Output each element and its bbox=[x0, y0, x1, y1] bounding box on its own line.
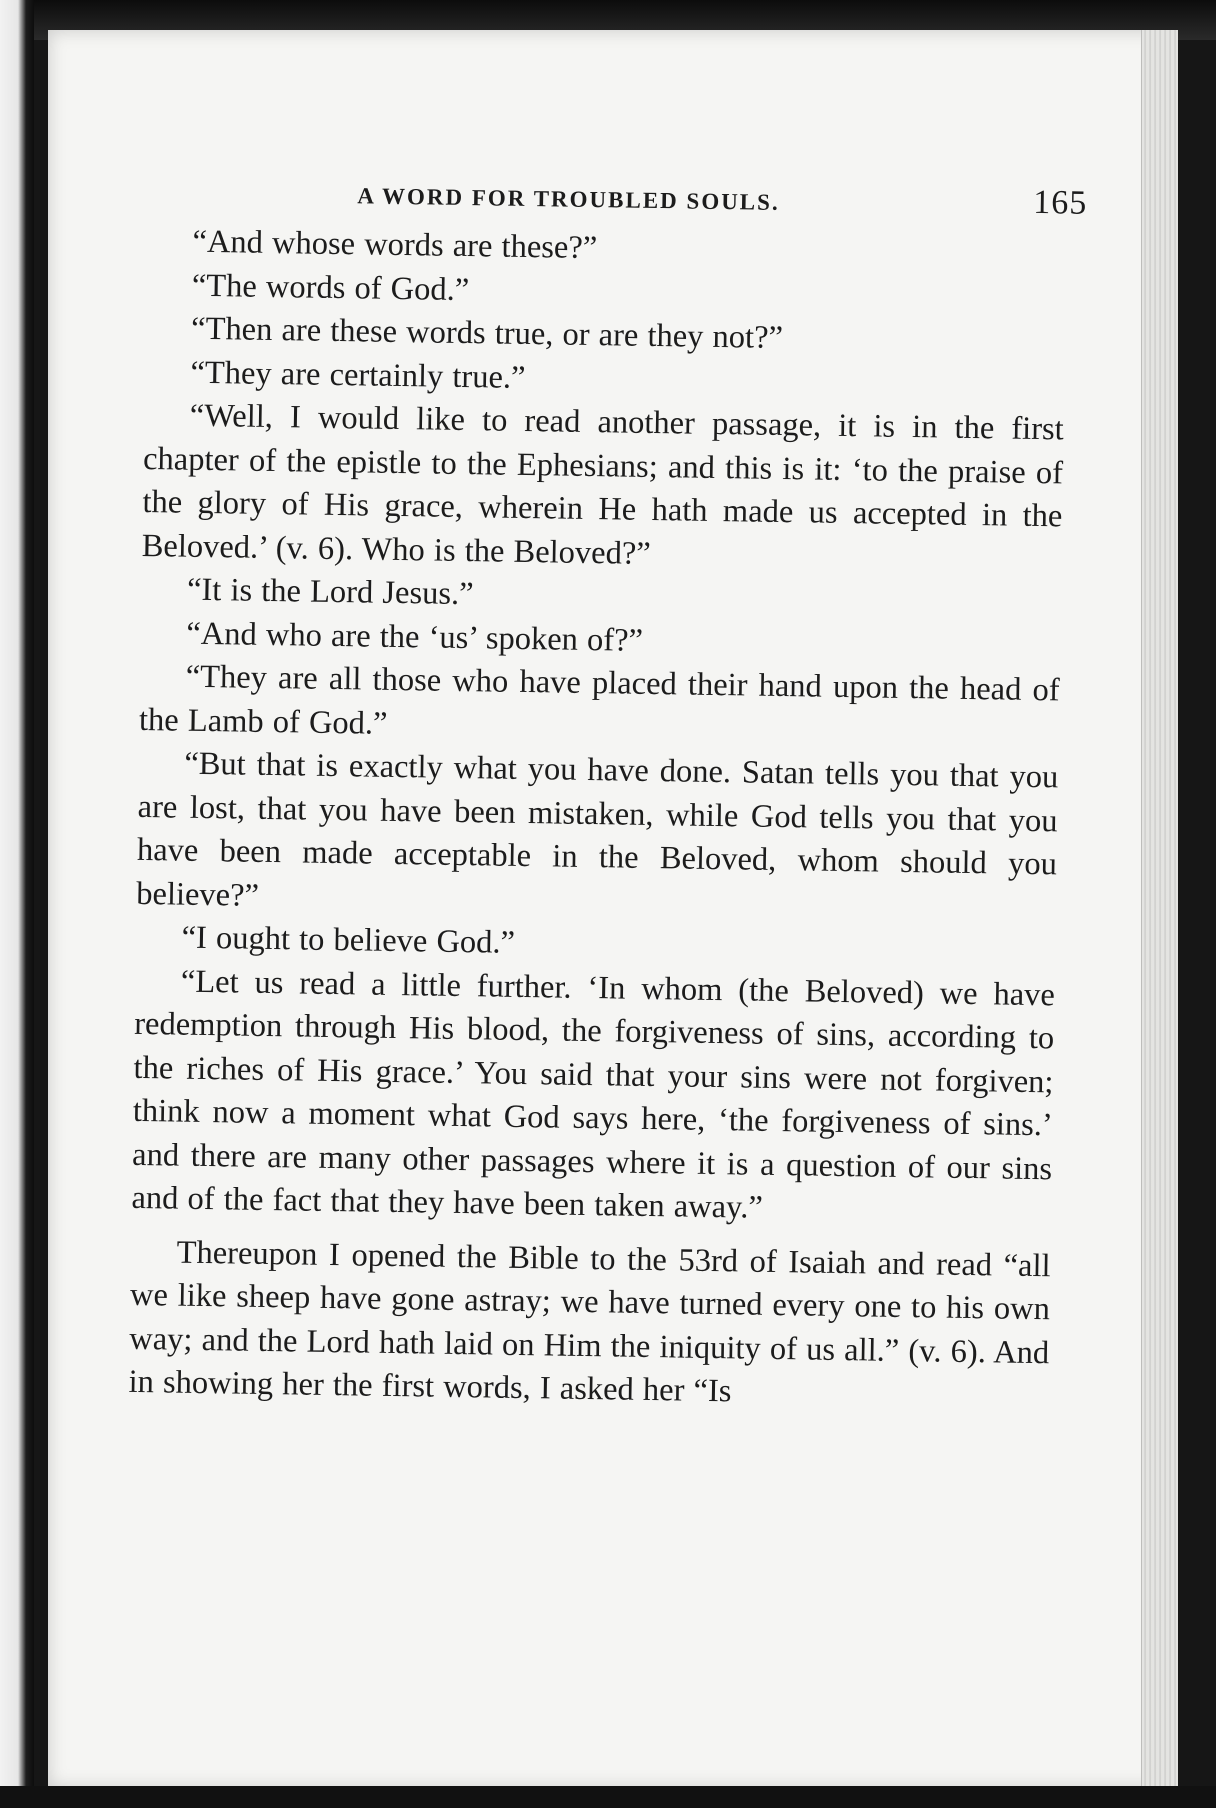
book-gutter-edge bbox=[0, 0, 34, 1808]
page-text-block bbox=[128, 150, 1088, 1419]
body-text bbox=[128, 220, 1066, 1419]
paragraph: “The words of God.” bbox=[191, 267, 470, 308]
paragraph: “And who are the ‘us’ spoken of?” bbox=[186, 615, 644, 659]
running-title: A WORD FOR TROUBLED SOULS. bbox=[357, 183, 780, 215]
paragraph: “Then are these words true, or are they not?” bbox=[190, 310, 784, 356]
page-fore-edge bbox=[1141, 30, 1178, 1788]
paragraph: “But that is exactly what you have done. Satan tells you that you are lost, that you have been mistaken, while God tells you that you have been made acceptable in the Beloved, whom should you believe?” bbox=[136, 745, 1059, 914]
paragraph: “Well, I would like to read another passage, it is in the first chapter of the epistle to the Ephesians; and this is it: ‘to the praise of the glory of His grace, wherein He hath made us accepted in the Beloved.’ (v. 6). Who is the Beloved?” bbox=[141, 397, 1065, 572]
page-number: 165 bbox=[1032, 183, 1088, 222]
paragraph: “They are certainly true.” bbox=[190, 354, 526, 396]
paragraph: Thereupon I opened the Bible to the 53rd of Isaiah and read “all we like sheep have gone astray; we have turned every one to his own way; and the Lord hath laid on Him the iniquity of us all.” (v. 6). And in showing her the first words, I asked her “Is bbox=[128, 1234, 1051, 1410]
scan-bottom-border bbox=[0, 1786, 1216, 1808]
running-head bbox=[147, 150, 1088, 234]
book-page bbox=[48, 30, 1178, 1788]
paragraph: “They are all those who have placed their hand upon the head of the Lamb of God.” bbox=[138, 658, 1060, 742]
paragraph: “And whose words are these?” bbox=[192, 223, 598, 267]
paragraph: “It is the Lord Jesus.” bbox=[186, 571, 474, 613]
paragraph: “Let us read a little further. ‘In whom (the Beloved) we have redemption through His blood, the forgiveness of sins, according to the riches of His grace.’ You said that your sins were not forgiven; think now a moment what God says here, ‘the forgiveness of sins.’ and there are many other passages where it is a question of our sins and of the fact that they have been taken away.” bbox=[131, 963, 1056, 1226]
paragraph: “I ought to believe God.” bbox=[181, 919, 516, 961]
